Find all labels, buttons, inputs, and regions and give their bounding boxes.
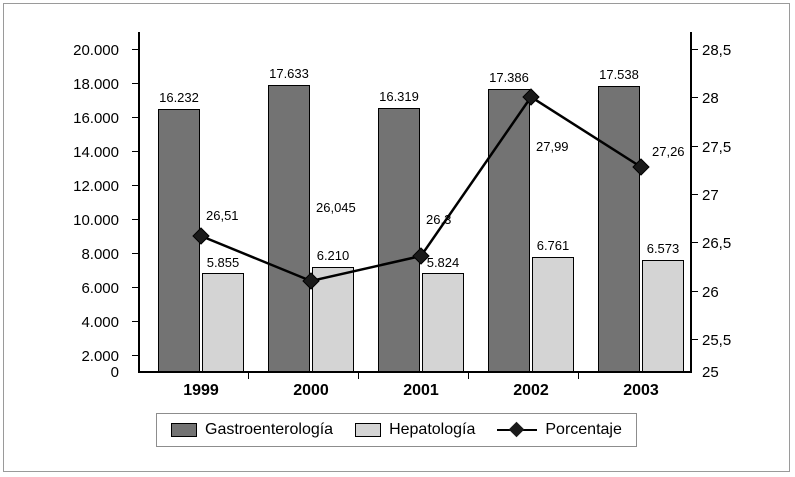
legend-item-porcentaje [497, 421, 622, 439]
y-left-tick-label: 20.000 [73, 42, 119, 59]
y-left-tick-label: 10.000 [73, 212, 119, 229]
y-right-tick-label: 28 [702, 90, 719, 107]
y-left-tick-label: 2.000 [81, 348, 119, 365]
y-right-tick-label: 26,5 [702, 235, 732, 252]
y-left-tick-label: 0 [110, 364, 119, 381]
y-left-tick-label: 16.000 [73, 110, 119, 127]
legend-swatch-light-icon [355, 423, 381, 437]
bar-label-hepato-2001: 5.824 [426, 255, 460, 270]
bar-label-hepato-2002: 6.761 [536, 238, 570, 253]
x-tick-label-2000: 2000 [293, 382, 329, 399]
x-tick-label-2003: 2003 [623, 382, 659, 399]
pct-label-1999: 26,51 [206, 208, 239, 223]
y-right-tick-label: 27,5 [702, 139, 732, 156]
porcentaje-line-series [4, 4, 791, 473]
bar-label-gastro-1999: 16.232 [159, 90, 199, 105]
y-left-tick-label: 4.000 [81, 314, 119, 331]
x-tick-label-1999: 1999 [183, 382, 219, 399]
y-right-tick-label: 25,5 [702, 332, 732, 349]
y-left-tick-label: 18.000 [73, 76, 119, 93]
legend-swatch-dark-icon [171, 423, 197, 437]
bar-label-gastro-2001: 16.319 [379, 89, 419, 104]
pct-label-2002: 27,99 [536, 139, 569, 154]
bar-label-hepato-1999: 5.855 [206, 255, 240, 270]
pct-label-2000: 26,045 [316, 200, 356, 215]
legend-label-hepatologia: Hepatología [389, 421, 476, 438]
y-left-tick-label: 8.000 [81, 246, 119, 263]
pct-label-2001: 26,3 [426, 212, 452, 227]
chart-frame [3, 3, 790, 472]
bar-label-hepato-2000: 6.210 [316, 248, 350, 263]
bar-label-hepato-2003: 6.573 [646, 241, 680, 256]
y-right-tick-label: 25 [702, 364, 719, 381]
bar-label-gastro-2000: 17.633 [269, 66, 309, 81]
chart-plot-area [4, 4, 791, 473]
y-right-tick-label: 26 [702, 284, 719, 301]
legend-label-porcentaje: Porcentaje [545, 421, 622, 438]
porcentaje-markers [193, 89, 649, 289]
x-tick-label-2002: 2002 [513, 382, 549, 399]
y-left-tick-label: 12.000 [73, 178, 119, 195]
y-right-tick-label: 28,5 [702, 42, 732, 59]
bar-label-gastro-2003: 17.538 [599, 67, 639, 82]
pct-label-2003: 27,26 [652, 144, 685, 159]
y-left-tick-label: 14.000 [73, 144, 119, 161]
bar-label-gastro-2002: 17.386 [489, 70, 529, 85]
legend-item-hepatologia [355, 421, 475, 439]
legend-line-diamond-icon [497, 423, 537, 437]
chart-legend [156, 413, 637, 447]
y-left-tick-label: 6.000 [81, 280, 119, 297]
x-tick-label-2001: 2001 [403, 382, 439, 399]
legend-item-gastroenterologia [171, 421, 333, 439]
y-right-tick-label: 27 [702, 187, 719, 204]
legend-label-gastroenterologia: Gastroenterología [205, 421, 334, 438]
